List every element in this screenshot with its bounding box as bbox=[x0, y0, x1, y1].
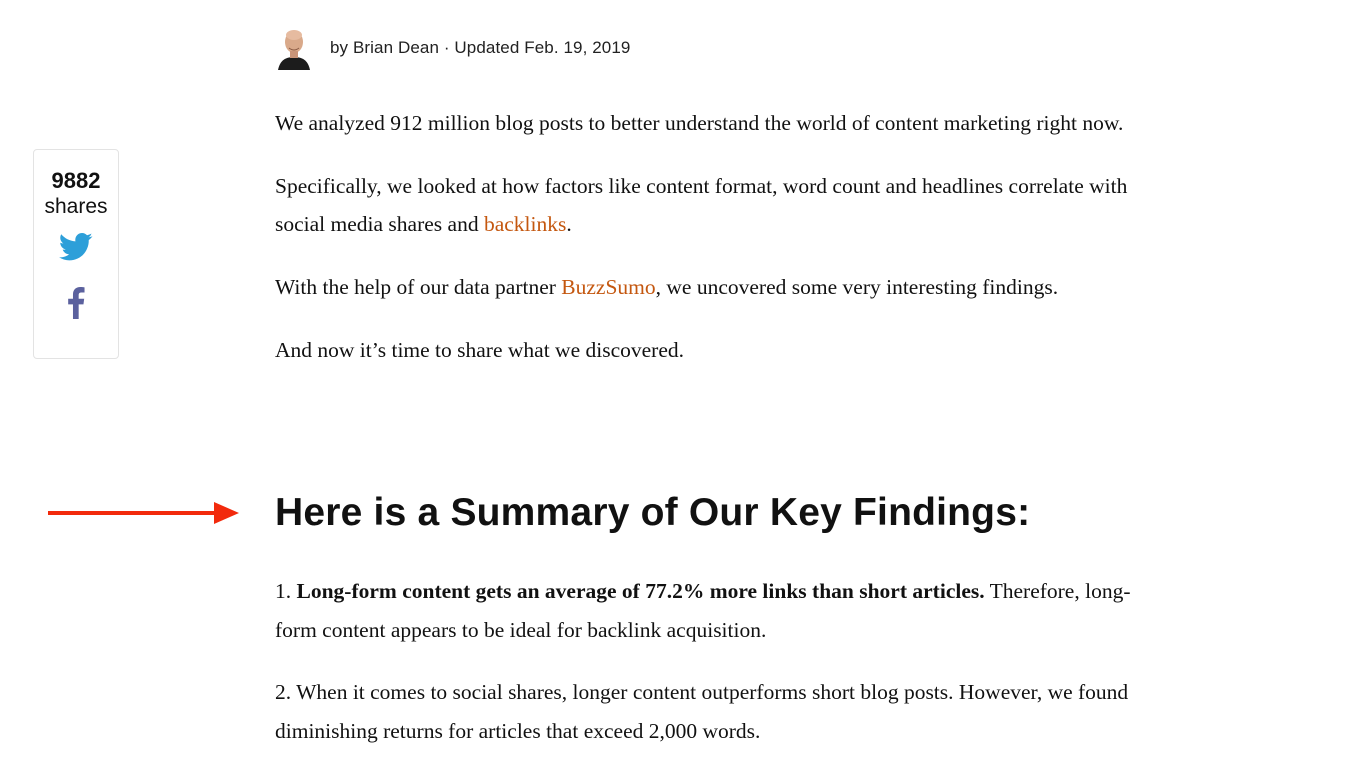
intro-text: , we uncovered some very interesting findings. bbox=[655, 275, 1059, 299]
author-avatar[interactable] bbox=[272, 26, 316, 70]
finding-item bbox=[275, 572, 1135, 650]
intro-paragraph bbox=[275, 268, 1135, 306]
twitter-icon[interactable] bbox=[59, 232, 93, 262]
share-label: shares bbox=[44, 195, 108, 218]
finding-text: Therefore, long-form content appears to be ideal for backlink acquisition. bbox=[275, 579, 1131, 642]
article-intro bbox=[275, 104, 1135, 394]
intro-paragraph: We analyzed 912 million blog posts to better understand the world of content marketing right now. bbox=[275, 111, 1124, 135]
intro-paragraph: And now it’s time to share what we discovered. bbox=[275, 338, 685, 362]
section-heading: Here is a Summary of Our Key Findings: bbox=[275, 491, 1031, 534]
intro-paragraph bbox=[275, 167, 1135, 243]
findings-list bbox=[275, 572, 1135, 767]
author-byline bbox=[275, 26, 630, 70]
backlinks-link[interactable]: backlinks bbox=[483, 212, 567, 236]
facebook-icon[interactable] bbox=[66, 287, 86, 319]
arrow-annotation bbox=[48, 500, 240, 526]
buzzsumo-link[interactable]: BuzzSumo bbox=[561, 275, 656, 299]
intro-text: Specifically, we looked at how factors like content format, word count and headlines correlate with social media shares and bbox=[275, 174, 1128, 236]
intro-text: With the help of our data partner bbox=[275, 275, 562, 299]
finding-number: 1. bbox=[275, 579, 297, 603]
intro-text: . bbox=[566, 212, 572, 236]
finding-bold-text: Long-form content gets an average of 77.2% more links than short articles. bbox=[296, 579, 985, 603]
finding-item: 2. When it comes to social shares, longer content outperforms short blog posts. However, we found diminishing returns for articles that exceed 2,000 words. bbox=[275, 680, 1129, 743]
share-widget bbox=[33, 149, 119, 359]
share-count: 9882 bbox=[51, 168, 101, 193]
author-line-text: by Brian Dean · Updated Feb. 19, 2019 bbox=[330, 38, 631, 57]
